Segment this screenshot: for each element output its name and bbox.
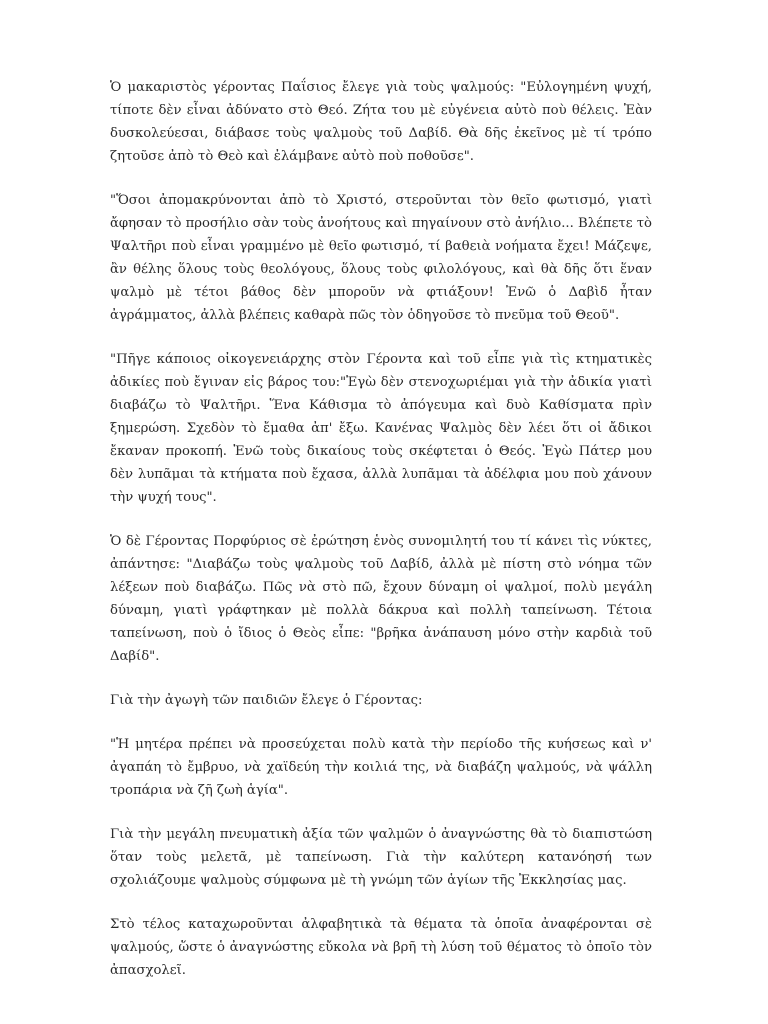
- paragraph-mother-quote: "Ἡ μητέρα πρέπει νὰ προσεύχεται πολὺ κατὰ τὴν περίοδο τῆς κυήσεως καὶ ν' ἀγαπάη τὸ ἔμβρυο, νὰ χαϊδεύη τὴν κοιλιά της, νὰ διαβάζη ψαλμούς, νὰ ψάλλη τροπάρια νὰ ζῆ ζωὴ ἁγία".: [110, 737, 652, 798]
- paragraph-children-upbringing: Γιὰ τὴν ἀγωγὴ τῶν παιδιῶν ἔλεγε ὁ Γέροντας:: [110, 693, 423, 708]
- paragraph-paisios-quote: Ὁ μακαριστὸς γέροντας Παΐσιος ἔλεγε γιὰ τοὺς ψαλμούς: "Εὐλογημένη ψυχή, τίποτε δὲν εἶναι ἀδύνατο στὸ Θεό. Ζήτα του μὲ εὐγένεια αὐτὸ ποὺ θέλεις. Ἐὰν δυσκολεύεσαι, διάβασε τοὺς ψαλμοὺς τοῦ Δαβίδ. Θὰ δῆς ἐκεῖνος μὲ τί τρόπο ζητοῦσε ἀπὸ τὸ Θεὸ καὶ ἐλάμβανε αὐτὸ ποὺ ποθοῦσε".: [110, 80, 652, 164]
- paragraph-porphyrios: Ὁ δὲ Γέροντας Πορφύριος σὲ ἐρώτηση ἑνὸς συνομιλητή του τί κάνει τὶς νύκτες, ἀπάντησε: "Διαβάζω τοὺς ψαλμοὺς τοῦ Δαβίδ, ἀλλὰ μὲ πίστη στὸ νόημα τῶν λέξεων ποὺ διαβάζω. Πῶς νὰ στὸ πῶ, ἔχουν δύναμη οἱ ψαλμοί, πολὺ μεγάλη δύναμη, γιατὶ γράφτηκαν μὲ πολλὰ δάκρυα καὶ πολλὴ ταπείνωση. Τέτοια ταπείνωση, ποὺ ὁ ἴδιος ὁ Θεὸς εἶπε: "βρῆκα ἀνάπαυση μόνο στὴν καρδιὰ τοῦ Δαβίδ".: [110, 534, 652, 664]
- document-page: [110, 76, 652, 982]
- paragraph-divine-enlightenment: "Ὅσοι ἀπομακρύνονται ἀπὸ τὸ Χριστό, στεροῦνται τὸν θεῖο φωτισμό, γιατὶ ἄφησαν τὸ προσήλιο σὰν τοὺς ἀνοήτους καὶ πηγαίνουν στὸ ἀνήλιο... Βλέπετε τὸ Ψαλτῆρι ποὺ εἶναι γραμμένο μὲ θεῖο φωτισμό, τί βαθειὰ νοήματα ἔχει! Μάζεψε, ἂν θέλης ὅλους τοὺς θεολόγους, ὅλους τοὺς φιλολόγους, καὶ θὰ δῆς ὅτι ἕναν ψαλμὸ μὲ τέτοι βάθος δὲν μποροῦν νὰ φτιάξουν! Ἐνῶ ὁ Δαβὶδ ἦταν ἀγράμματος, ἀλλὰ βλέπεις καθαρὰ πῶς τὸν ὁδηγοῦσε τὸ πνεῦμα τοῦ Θεοῦ".: [110, 193, 652, 323]
- paragraph-index-note: Στὸ τέλος καταχωροῦνται ἀλφαβητικὰ τὰ θέματα τὰ ὁποῖα ἀναφέρονται σὲ ψαλμούς, ὥστε ὁ ἀναγνώστης εὔκολα νὰ βρῆ τὴ λύση τοῦ θέματος τὸ ὁποῖο τὸν ἀπασχολεῖ.: [110, 917, 652, 978]
- paragraph-spiritual-value: Γιὰ τὴν μεγάλη πνευματικὴ ἀξία τῶν ψαλμῶν ὁ ἀναγνώστης θὰ τὸ διαπιστώση ὅταν τοὺς μελετᾶ, μὲ ταπείνωση. Γιὰ τὴν καλύτερη κατανόησή των σχολιάζουμε ψαλμοὺς σύμφωνα μὲ τὴ γνώμη τῶν ἁγίων τῆς Ἐκκλησίας μας.: [110, 827, 652, 888]
- paragraph-family-man: "Πῆγε κάποιος οἰκογενειάρχης στὸν Γέροντα καὶ τοῦ εἶπε γιὰ τὶς κτηματικὲς ἀδικίες ποὺ ἔγιναν εἰς βάρος του:"Ἐγὼ δὲν στενοχωριέμαι γιὰ τὴν ἀδικία γιατὶ διαβάζω τὸ Ψαλτῆρι. Ἕνα Κάθισμα τὸ ἀπόγευμα καὶ δυὸ Καθίσματα πρὶν ξημερώση. Σχεδὸν τὸ ἔμαθα ἀπ' ἔξω. Κανένας Ψαλμὸς δὲν λέει ὅτι οἱ ἄδικοι ἔκαναν προκοπή. Ἐνῶ τοὺς δικαίους τοὺς σκέφτεται ὁ Θεός. Ἐγὼ Πάτερ μου δὲν λυπᾶμαι τὰ κτήματα ποὺ ἔχασα, ἀλλὰ λυπᾶμαι τὰ ἀδέλφια μου ποὺ χάνουν τὴν ψυχή τους".: [110, 352, 652, 505]
